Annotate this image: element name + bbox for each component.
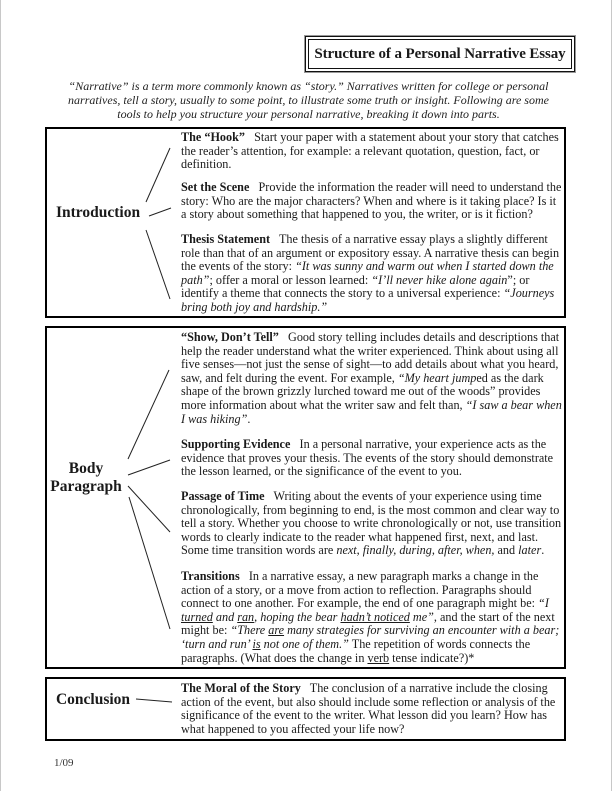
- item-heading: Thesis Statement: [181, 232, 271, 246]
- item-text: In a narrative essay, a new paragraph marks a change in the action of a story, or a move from action to reflection. Paragraphs should connect to one another. For example, the end of one paragraph might be:: [181, 569, 539, 611]
- connector-line-evidence: [128, 460, 170, 475]
- item-heading: Passage of Time: [181, 489, 265, 503]
- item-text: tense indicate?)*: [389, 650, 475, 665]
- page-title: Structure of a Personal Narrative Essay: [314, 45, 566, 62]
- item-text: In a personal narrative, your experience acts as the evidence that proves your thesis. The events of the story should demonstrate the lesson learned, or the significance of the event to you.: [181, 437, 554, 479]
- item-text: The thesis of a narrative essay plays a slightly different role than that of an argument or expository essay. A narrative thesis can begin the events of the story:: [181, 232, 560, 274]
- connector-line-moral: [136, 699, 172, 702]
- connector-line-scene: [149, 208, 171, 216]
- item-text: .: [541, 543, 545, 558]
- connector-line-passage: [128, 486, 170, 532]
- item-text: Good story telling includes details and descriptions that help the reader understand what the writer experienced. Think about using all five senses—not just the sense of sight—to add details about what you heard, saw, and felt during the event. For example,: [181, 330, 560, 385]
- connector-line-show: [128, 370, 169, 459]
- introduction-label: Introduction: [55, 204, 141, 221]
- item-text: The repetition of words connects the paragraphs. (What does the change in: [181, 636, 531, 665]
- conclusion-label: Conclusion: [55, 691, 131, 708]
- example-quote: “I’ll never hike alone again: [371, 272, 508, 287]
- item-heading: The “Hook”: [181, 130, 245, 144]
- underlined-word: verb: [367, 650, 390, 665]
- example-quote: “It was sunny and warm out when I started down the path”: [181, 259, 554, 287]
- item-text: Start your paper with a statement about your story that catches the reader’s attention, for example: a relevant quotation, question, fact, or definition.: [181, 130, 559, 172]
- example-quote: “There are many strategies for surviving an encounter with a bear; ‘turn and run’ is not one of them.”: [181, 623, 560, 651]
- item-heading: The Moral of the Story: [181, 681, 301, 695]
- body-label-line1: Body: [68, 460, 104, 477]
- item-text: The conclusion of a narrative include the closing action of the event, but also should include some reflection or analysis of the significance of the event to the writer. What lesson did you learn? How has what happened to you affected your life now?: [181, 681, 556, 736]
- connector-line-hook: [146, 148, 170, 202]
- item-heading: Set the Scene: [181, 180, 250, 194]
- intro-paragraph: “Narrative” is a term more commonly known as “story.” Narratives written for college or personal narratives, tell a story, usually to some point, to illustrate some truth or insight. Following are some tools to help you structure your personal narrative, breaking it down into parts.: [68, 79, 549, 121]
- example-quote: “I saw a bear when I was hiking”: [181, 397, 562, 426]
- example-quote: “Journeys bring both joy and hardship.”: [181, 286, 555, 314]
- transition-words: next, finally, during, after, when,: [336, 543, 495, 558]
- transition-word: later: [518, 543, 542, 558]
- item-heading: “Show, Don’t Tell”: [181, 330, 279, 344]
- item-text: .: [247, 411, 251, 426]
- item-heading: Transitions: [181, 569, 240, 583]
- page-footer-date: 1/09: [54, 757, 74, 769]
- item-text: , and the start of the next might be:: [181, 609, 555, 638]
- connector-line-transitions: [129, 497, 170, 629]
- example-quote: “My heart jump: [397, 370, 477, 385]
- example-quote: “I turned and ran, hoping the bear hadn’t noticed me”: [181, 596, 549, 624]
- item-heading: Supporting Evidence: [181, 437, 291, 451]
- body-label-line2: Paragraph: [50, 478, 122, 495]
- item-text: Provide the information the reader will need to understand the story: Who are the major characters? When and where is it taking place? Is it a story about something that happened to you, the writer, or is it fiction?: [181, 180, 562, 222]
- item-text: ed as the dark shape of the brown grizzly lurched toward me out of the woods” provides more information about what the writer saw and felt than,: [181, 370, 544, 412]
- connector-line-thesis: [146, 230, 170, 299]
- item-text: ; offer a moral or lesson learned:: [209, 272, 372, 287]
- item-text: ”; or identify a theme that connects the story to a universal experience:: [181, 272, 530, 301]
- item-text: and: [494, 543, 519, 558]
- item-text: Writing about the events of your experience using time chronologically, from beginning to end, is the most common and clear way to tell a story. Whether you choose to write chronologically or not, use transition words to clearly indicate to the reader what happened first, next, and last. Some time transition words are: [181, 489, 562, 558]
